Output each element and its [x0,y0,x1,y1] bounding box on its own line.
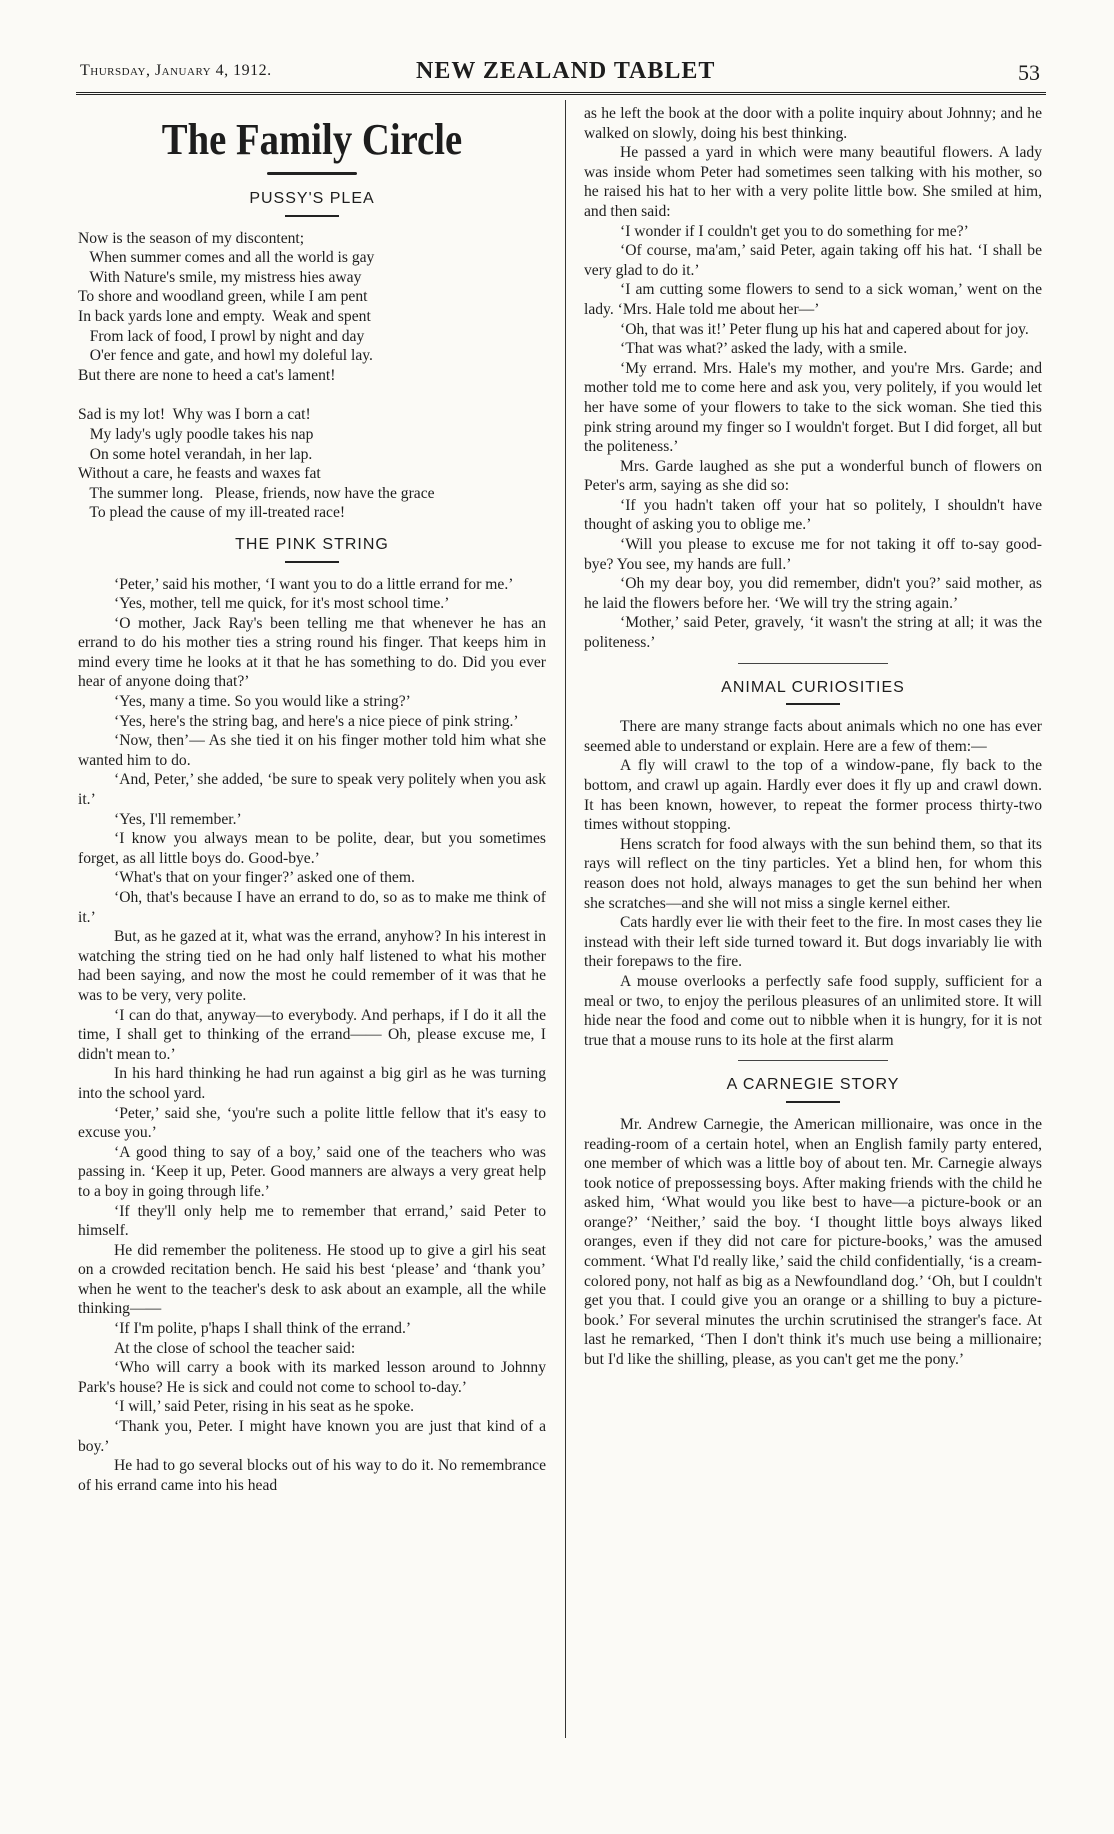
story-title: THE PINK STRING [235,535,389,553]
poem-line: O'er fence and gate, and howl my doleful lay. [78,347,373,365]
story-paragraph: ‘Oh, that was it!’ Peter flung up his hat and capered about for joy. [620,320,1029,338]
poem-stanza-2 [78,405,546,523]
carnegie-title: A CARNEGIE STORY [726,1076,900,1094]
poem-line: Sad is my lot! Why was I born a cat! [78,406,311,424]
poem-line: The summer long. Please, friends, now have the grace [78,484,435,502]
poem-line: With Nature's smile, my mistress hies away [78,268,362,286]
poem [78,229,546,523]
story-paragraph: ‘I am cutting some flowers to send to a sick woman,’ went on the lady. ‘Mrs. Hale told me about her—’ [584,281,1042,318]
story-paragraph: ‘I will,’ said Peter, rising in his seat as he spoke. [114,1398,415,1416]
story-paragraph: ‘Who will carry a book with its marked lesson around to Johnny Park's house? He is sick and could not come to school to-day.’ [78,1359,546,1396]
right-column [584,104,1042,1370]
title-ornament [267,172,357,175]
carnegie-text [584,1115,1042,1370]
curiosities-text [584,717,1042,1050]
story-text [78,575,546,1496]
carnegie-paragraph: Mr. Andrew Carnegie, the American millionaire, was once in the reading-room of a certain hotel, when an English family party entered, one member of which was a little boy of about ten. Mr. Carnegie always took notice of prepossessing boys. After making friends with the child he asked him, ‘What would you like best to have—a picture-book or an orange?’ ‘Neither,’ said the boy. ‘I thought little boys always liked oranges, even if they did not care for picture-books,’ was the amused comment. ‘What I'd really like,’ said the child confidentially, ‘is a cream-colored pony, not half as big as a Newfoundland dog.’ ‘Oh, but I couldn't get you that. I could give you an orange or a shilling to buy a picture-book.’ For several minutes the urchin scrutinised the stranger's face. At last he remarked, ‘Then I don't think it's much use being a millionaire; but I'd like the shilling, please, as you can't get me the pony.’ [584,1115,1042,1369]
page-number: 53 [1018,60,1040,85]
story-paragraph: ‘Mother,’ said Peter, gravely, ‘it wasn't the string at all; it was the politeness.’ [584,614,1042,652]
story-paragraph: ‘If they'll only help me to remember that errand,’ said Peter to himself. [78,1202,546,1240]
issue-date: Thursday, January 4, 1912. [80,62,272,79]
poem-stanza-1 [78,229,546,386]
carnegie-title-rule [786,1101,840,1103]
story-paragraph: He did remember the politeness. He stood up to give a girl his seat on a crowded recitation bench. He said his best ‘please’ and ‘thank you’ when he went to the teacher's desk to ask about an example, all the while thinking—— [78,1241,546,1318]
section-rule [738,663,888,664]
story-paragraph: ‘That was what?’ asked the lady, with a smile. [620,340,908,358]
page-header [76,56,1046,95]
story-paragraph: ‘Will you please to excuse me for not taking it off to-say good-bye? You see, my hands are full.’ [584,536,1042,573]
poem-line: To plead the cause of my ill-treated race! [78,504,346,522]
story-paragraph: ‘Peter,’ said she, ‘you're such a polite little fellow that it's easy to excuse you.’ [78,1104,546,1142]
curiosities-title: ANIMAL CURIOSITIES [721,678,905,696]
poem-line: My lady's ugly poodle takes his nap [78,425,314,443]
story-title-rule [285,561,339,563]
poem-line: When summer comes and all the world is gay [78,249,375,267]
left-column [78,104,546,1495]
story-paragraph: ‘And, Peter,’ she added, ‘be sure to speak very politely when you ask it.’ [78,771,546,809]
story-paragraph: ‘A good thing to say of a boy,’ said one of the teachers who was passing in. ‘Keep it up, Peter. Good manners are always a very great help to a boy in going through life.’ [78,1143,546,1200]
story-paragraph: ‘What's that on your finger?’ asked one of them. [114,869,415,887]
poem-line: But there are none to heed a cat's lament! [78,366,336,384]
publication-title: NEW ZEALAND TABLET [416,58,716,84]
story-paragraph: ‘Yes, here's the string bag, and here's a nice piece of pink string.’ [114,712,519,730]
poem-line: Without a care, he feasts and waxes fat [78,465,321,483]
story-paragraph: But, as he gazed at it, what was the errand, anyhow? In his interest in watching the string tied on he had only half listened to what his mother had been saying, and now the most he could remember of it was that he was to be very, very polite. [78,928,546,1004]
story-paragraph: as he left the book at the door with a polite inquiry about Johnny; and he walked on slowly, doing his best thinking. [584,105,1042,142]
story-paragraph: He had to go several blocks out of his way to do it. No remembrance of his errand came into his head [78,1457,546,1494]
story-continued-text [584,104,1042,653]
poem-title: PUSSY'S PLEA [249,190,375,207]
story-paragraph: At the close of school the teacher said: [114,1339,356,1357]
section-title: The Family Circle [161,115,463,164]
section-rule [738,1060,888,1061]
story-paragraph: ‘Oh, that's because I have an errand to do, so as to make me think of it.’ [78,889,546,926]
story-paragraph: ‘Yes, many a time. So you would like a string?’ [114,693,411,711]
curiosities-paragraph: A mouse overlooks a perfectly safe food supply, sufficient for a meal or two, to enjoy the perilous pleasures of an unlimited store. It will hide near the food and come out to nibble when it is hungry, for it is not true that a mouse runs to its hole at the first alarm [584,972,1042,1049]
story-paragraph: ‘I know you always mean to be polite, dear, but you sometimes forget, as all little boys do. Good-bye.’ [78,830,546,867]
story-paragraph: ‘Peter,’ said his mother, ‘I want you to do a little errand for me.’ [114,575,514,593]
poem-line: In back yards lone and empty. Weak and spent [78,307,371,325]
curiosities-paragraph: There are many strange facts about animals which no one has ever seemed able to understand or explain. Here are a few of them:— [584,718,1042,755]
story-paragraph: ‘Yes, I'll remember.’ [114,810,242,828]
poem-line: On some hotel verandah, in her lap. [78,445,313,463]
column-divider [565,100,566,1738]
poem-line: Now is the season of my discontent; [78,229,305,247]
story-paragraph: He passed a yard in which were many beautiful flowers. A lady was inside whom Peter had sometimes seen talking with his mother, so he raised his hat to her with a very polite little bow. She smiled at him, and then said: [584,144,1042,220]
story-paragraph: ‘Yes, mother, tell me quick, for it's most school time.’ [114,595,450,613]
story-paragraph: ‘I wonder if I couldn't get you to do something for me?’ [620,222,969,240]
story-paragraph: ‘I can do that, anyway—to everybody. And perhaps, if I do it all the time, I shall get to thinking of the errand—— Oh, please excuse me, I didn't mean to.’ [78,1006,546,1063]
poem-title-rule [285,215,339,217]
story-paragraph: ‘If I'm polite, p'haps I shall think of the errand.’ [114,1320,412,1338]
curiosities-paragraph: Hens scratch for food always with the sun behind them, so that its rays will reflect on the tiny particles. Yet a blind hen, for whom this reason does not hold, always manages to get the sun behind her when she scratches—and she will not miss a single kernel either. [584,835,1042,912]
curiosities-paragraph: A fly will crawl to the top of a window-pane, fly back to the bottom, and crawl up again. Hardly ever does it fly up and crawl down. It has been known, however, to repeat the former process thirty-two times without stopping. [584,757,1042,834]
story-paragraph: ‘If you hadn't taken off your hat so politely, I shouldn't have thought of asking you to oblige me.’ [584,496,1042,534]
story-paragraph: ‘Thank you, Peter. I might have known you are just that kind of a boy.’ [78,1418,546,1455]
story-paragraph: Mrs. Garde laughed as she put a wonderful bunch of flowers on Peter's arm, saying as she did so: [584,457,1042,495]
story-paragraph: ‘Of course, ma'am,’ said Peter, again taking off his hat. ‘I shall be very glad to do it.’ [584,242,1042,279]
story-paragraph: ‘O mother, Jack Ray's been telling me that whenever he has an errand to do his mother ties a string round his finger. That keeps him in mind every time he looks at it that he has something to do. Did you ever hear of anyone doing that?’ [78,614,546,691]
story-paragraph: ‘Now, then’— As she tied it on his finger mother told him what she wanted him to do. [78,732,546,769]
story-paragraph: ‘Oh my dear boy, you did remember, didn't you?’ said mother, as he laid the flowers before her. ‘We will try the string again.’ [584,575,1042,612]
poem-line: To shore and woodland green, while I am pent [78,288,368,306]
story-paragraph: In his hard thinking he had run against a big girl as he was turning into the school yard. [78,1065,546,1102]
curiosities-paragraph: Cats hardly ever lie with their feet to the fire. In most cases they lie instead with their left side turned toward it. But dogs invariably lie with their forepaws to the fire. [584,914,1042,971]
poem-line: From lack of food, I prowl by night and day [78,327,365,345]
curiosities-title-rule [786,703,840,705]
story-paragraph: ‘My errand. Mrs. Hale's my mother, and you're Mrs. Garde; and mother told me to come here and ask you, very politely, if you would let her have some of your flowers to take to the sick woman. She tied this pink string around my finger so I wouldn't forget. But I did forget, all but the politeness.’ [584,359,1042,456]
